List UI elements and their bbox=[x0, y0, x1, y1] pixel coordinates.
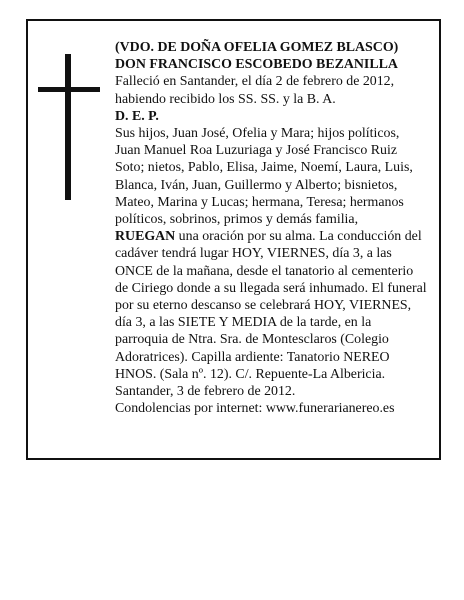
date-line: Santander, 3 de febrero de 2012. bbox=[115, 384, 296, 400]
deceased-name: DON FRANCISCO ESCOBEDO BEZANILLA bbox=[115, 57, 398, 73]
notice-text bbox=[115, 39, 437, 417]
dep-heading: D. E. P. bbox=[115, 108, 159, 124]
family-line: Juan Manuel Roa Luzuriaga y José Francisco Ruiz bbox=[115, 143, 397, 159]
ruegan-line bbox=[115, 228, 437, 245]
funeral-line: parroquia de Ntra. Sra. de Montesclaros (Colegio bbox=[115, 332, 389, 348]
funeral-line: día 3, a las SIETE Y MEDIA de la tarde, en la bbox=[115, 315, 372, 331]
family-line: Soto; nietos, Pablo, Elisa, Jaime, Noemí, Laura, Luis, bbox=[115, 160, 413, 176]
ruegan-rest: una oración por su alma. La conducción del bbox=[175, 229, 422, 245]
funeral-line: HNOS. (Sala nº. 12). C/. Repuente-La Albericia. bbox=[115, 366, 386, 382]
widow-heading: (VDO. DE DOÑA OFELIA GOMEZ BLASCO) bbox=[115, 40, 399, 55]
death-line: Falleció en Santander, el día 2 de febrero de 2012, bbox=[115, 74, 395, 90]
condolences-line: Condolencias por internet: www.funerarianereo.es bbox=[115, 401, 395, 417]
funeral-line: Adoratrices). Capilla ardiente: Tanatorio NEREO bbox=[115, 349, 390, 365]
funeral-line: de Ciriego donde a su llegada será inhumado. El funeral bbox=[115, 280, 427, 296]
funeral-line: cadáver tendrá lugar HOY, VIERNES, día 3, a las bbox=[115, 246, 392, 262]
family-line: políticos, sobrinos, primos y demás familia, bbox=[115, 212, 359, 228]
ruegan-word: RUEGAN bbox=[115, 229, 176, 245]
family-line: Mateo, Marina y Lucas; hermana, Teresa; hermanos bbox=[115, 194, 404, 210]
death-line: habiendo recibido los SS. SS. y la B. A. bbox=[115, 91, 336, 107]
cross-icon bbox=[38, 54, 100, 200]
family-line: Sus hijos, Juan José, Ofelia y Mara; hijos políticos, bbox=[115, 126, 400, 142]
funeral-line: por su eterno descanso se celebrará HOY, VIERNES, bbox=[115, 298, 412, 314]
funeral-line: ONCE de la mañana, desde el tanatorio al cementerio bbox=[115, 263, 414, 279]
family-line: Blanca, Iván, Juan, Guillermo y Alberto; bisnietos, bbox=[115, 177, 398, 193]
